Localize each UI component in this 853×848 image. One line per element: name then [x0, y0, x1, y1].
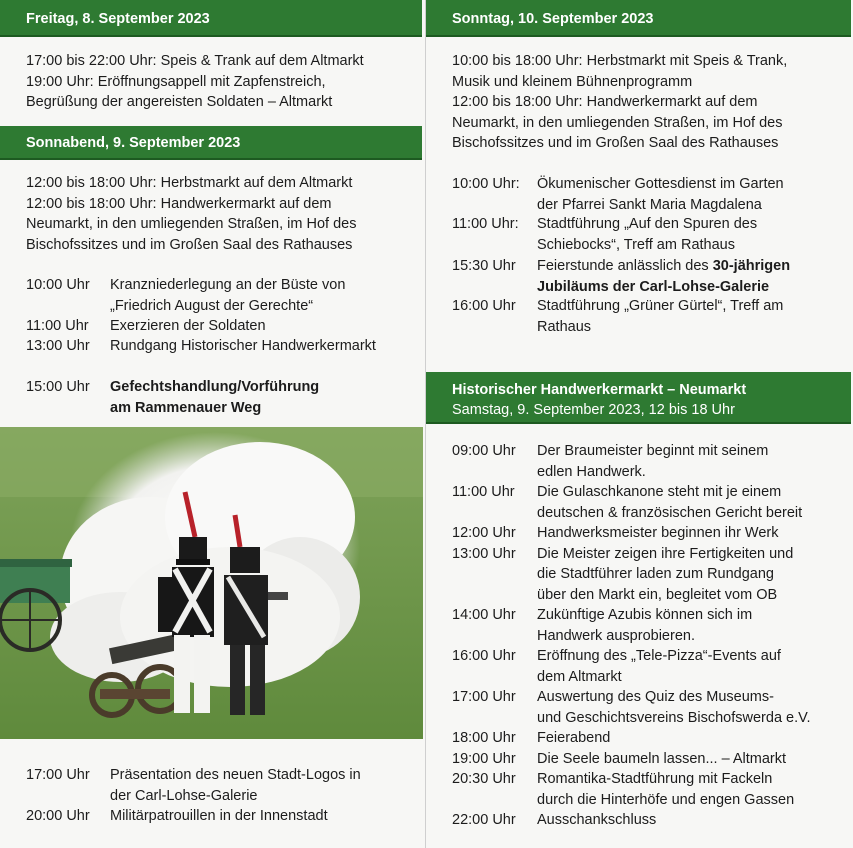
event-time: 16:00 Uhr [452, 298, 516, 314]
event-text: Ökumenischer Gottesdienst im Garten [537, 176, 784, 192]
event-time: 14:00 Uhr [452, 607, 516, 623]
sunday-line: Musik und kleinem Bühnenprogramm [452, 73, 693, 90]
event-text: durch die Hinterhöfe und engen Gassen [537, 791, 795, 808]
market-header [426, 372, 851, 424]
schedule-row [26, 765, 421, 807]
event-text: und Geschichtsvereins Bischofswerda e.V. [537, 709, 811, 726]
event-text-part: Feierstunde anlässlich des [537, 258, 713, 274]
schedule-row [452, 174, 850, 216]
friday-line: Begrüßung der angereisten Soldaten – Altmarkt [26, 94, 333, 110]
event-time: 15:30 Uhr [452, 258, 516, 274]
event-text: Stadtführung „Auf den Spuren des [537, 216, 758, 232]
schedule-row [452, 646, 850, 687]
schedule-row [452, 810, 850, 831]
friday-header-text: Freitag, 8. September 2023 [26, 11, 210, 27]
event-text: Jubiläums der Carl-Lohse-Galerie [537, 278, 770, 295]
event-text: Feierabend [537, 730, 611, 746]
event-text: die Stadtführer laden zum Rundgang [537, 566, 774, 582]
event-time: 11:00 Uhr [452, 484, 515, 500]
event-text: Militärpatrouillen in der Innenstadt [110, 808, 328, 824]
event-text: der Pfarrei Sankt Maria Magdalena [537, 196, 762, 213]
schedule-row [452, 256, 850, 298]
event-text: Der Braumeister beginnt mit seinem [537, 443, 769, 459]
event-time: 18:00 Uhr [452, 730, 516, 746]
friday-line: 19:00 Uhr: Eröffnungsappell mit Zapfenstreich, [26, 73, 326, 90]
event-text: dem Altmarkt [537, 668, 622, 685]
saturday-header [0, 126, 422, 160]
schedule-row [26, 377, 421, 419]
event-time: 16:00 Uhr [452, 648, 516, 664]
saturday-line: 12:00 bis 18:00 Uhr: Handwerkermarkt auf dem [26, 195, 332, 212]
event-text: „Friedrich August der Gerechte“ [110, 297, 314, 314]
event-text: Ausschankschluss [537, 812, 657, 828]
event-text: edlen Handwerk. [537, 463, 646, 480]
event-text: Präsentation des neuen Stadt-Logos in [110, 767, 361, 783]
event-text: deutschen & französischen Gericht bereit [537, 504, 803, 521]
event-text: Auswertung des Quiz des Museums- [537, 689, 774, 705]
sunday-header [426, 0, 851, 37]
schedule-row [452, 441, 850, 482]
event-text: Romantika-Stadtführung mit Fackeln [537, 771, 773, 787]
event-text: Gefechtshandlung/Vorführung [110, 379, 320, 395]
saturday-line: Bischofssitzes und im Großen Saal des Rathauses [26, 236, 353, 253]
event-time: 11:00 Uhr: [452, 216, 519, 232]
schedule-row [26, 336, 421, 357]
soldiers-cannon-photo [0, 427, 423, 739]
event-time: 13:00 Uhr [26, 338, 90, 354]
event-text: Zukünftige Azubis können sich im [537, 607, 753, 623]
event-text: Eröffnung des „Tele-Pizza“-Events auf [537, 648, 781, 664]
friday-header [0, 0, 422, 37]
event-text: Die Meister zeigen ihre Fertigkeiten und [537, 545, 794, 562]
event-text-bold: 30-jährigen [712, 258, 791, 274]
event-time: 20:00 Uhr [26, 808, 90, 824]
event-time: 20:30 Uhr [452, 771, 516, 787]
friday-line: 17:00 bis 22:00 Uhr: Speis & Trank auf dem Altmarkt [26, 53, 364, 69]
sunday-line: Bischofssitzes und im Großen Saal des Rathauses [452, 135, 779, 151]
event-text: Die Gulaschkanone steht mit je einem [537, 484, 782, 500]
event-time: 09:00 Uhr [452, 443, 516, 459]
event-text: Exerzieren der Soldaten [110, 318, 266, 334]
saturday-line: 12:00 bis 18:00 Uhr: Herbstmarkt auf dem Altmarkt [26, 175, 353, 191]
schedule-row [452, 769, 850, 810]
schedule-row [26, 806, 421, 827]
schedule-row [452, 214, 850, 256]
event-text [537, 256, 790, 277]
event-time: 10:00 Uhr [26, 277, 90, 293]
schedule-row [452, 728, 850, 749]
schedule-row [26, 275, 421, 317]
event-time: 22:00 Uhr [452, 812, 516, 828]
friday-block [26, 51, 421, 113]
sunday-block [452, 51, 850, 154]
event-text: Kranzniederlegung an der Büste von [110, 277, 346, 293]
sunday-header-text: Sonntag, 10. September 2023 [452, 11, 654, 27]
schedule-row [452, 687, 850, 728]
event-time: 12:00 Uhr [452, 525, 516, 541]
schedule-row [452, 544, 850, 606]
event-time: 17:00 Uhr [452, 689, 516, 705]
sunday-line: 10:00 bis 18:00 Uhr: Herbstmarkt mit Speis & Trank, [452, 53, 788, 69]
schedule-row [452, 749, 850, 770]
column-divider [425, 0, 426, 848]
event-time: 10:00 Uhr: [452, 176, 520, 192]
event-text: Stadtführung „Grüner Gürtel“, Treff am [537, 298, 784, 314]
schedule-row [452, 523, 850, 544]
event-text: Rundgang Historischer Handwerkermarkt [110, 338, 376, 354]
sunday-line: Neumarkt, in den umliegenden Straßen, im Hof des [452, 114, 783, 131]
saturday-block [26, 173, 421, 255]
event-time: 15:00 Uhr [26, 379, 90, 395]
sunday-line: 12:00 bis 18:00 Uhr: Handwerkermarkt auf dem [452, 94, 758, 110]
event-text: über den Markt ein, begleitet vom OB [537, 586, 778, 603]
market-header-title: Historischer Handwerkermarkt – Neumarkt [452, 382, 747, 398]
event-text: am Rammenauer Weg [110, 399, 262, 416]
saturday-header-text: Sonnabend, 9. September 2023 [26, 135, 241, 151]
event-text: Die Seele baumeln lassen... – Altmarkt [537, 750, 787, 767]
event-text: Schiebocks“, Treff am Rathaus [537, 236, 735, 253]
schedule-row [452, 296, 850, 338]
schedule-row [452, 605, 850, 646]
market-header-subtitle: Samstag, 9. September 2023, 12 bis 18 Uhr [452, 402, 735, 418]
saturday-line: Neumarkt, in den umliegenden Straßen, im Hof des [26, 216, 357, 232]
event-text: Handwerksmeister beginnen ihr Werk [537, 525, 779, 541]
event-time: 17:00 Uhr [26, 767, 90, 783]
event-text: Rathaus [537, 318, 592, 335]
schedule-row [452, 482, 850, 523]
event-text: Handwerk ausprobieren. [537, 627, 695, 644]
schedule-row [26, 316, 421, 337]
event-time: 19:00 Uhr [452, 750, 516, 767]
event-text: der Carl-Lohse-Galerie [110, 787, 258, 804]
event-time: 13:00 Uhr [452, 545, 516, 562]
event-time: 11:00 Uhr [26, 318, 89, 334]
